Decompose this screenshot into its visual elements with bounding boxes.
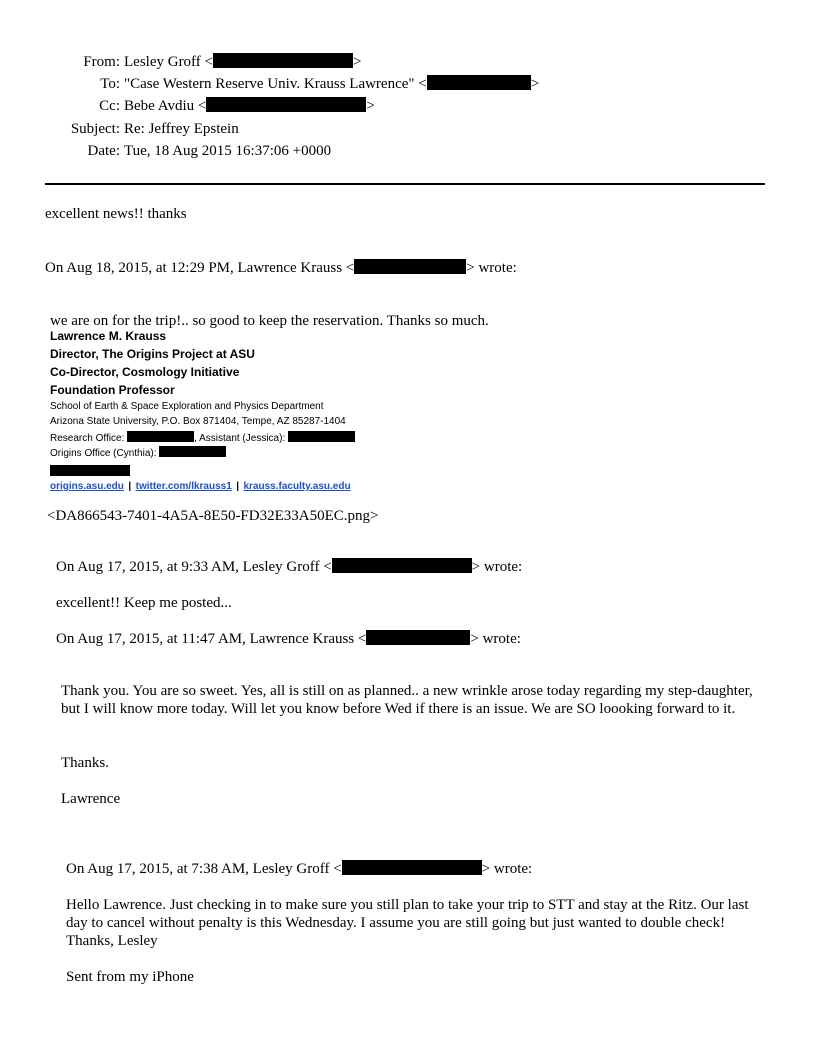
redaction-block xyxy=(332,558,472,573)
reply-text: excellent news!! thanks xyxy=(45,206,187,222)
from-value: Lesley Groff < xyxy=(124,54,213,70)
subject-label: Subject: xyxy=(70,121,120,137)
to-label: To: xyxy=(100,76,120,92)
redaction-block xyxy=(213,53,353,68)
signature-name: Lawrence M. Krauss xyxy=(50,329,167,343)
quote4-para1: Hello Lawrence. Just checking in to make sure you still plan to take your trip to STT and stay at the Ritz. Our last day to cancel without penalty is this Wednesday. I assume you are still going but just wanted to double check! Thanks, Lesley xyxy=(66,897,749,949)
quote2-intro xyxy=(56,558,522,576)
redaction-block xyxy=(342,860,482,875)
quote3-intro-text: On Aug 17, 2015, at 11:47 AM, Lawrence Krauss < xyxy=(56,631,367,647)
subject-value: Re: Jeffrey Epstein xyxy=(124,121,239,137)
research-label: Research Office: xyxy=(50,433,128,444)
attachment-name: <DA866543-7401-4A5A-8E50-FD32E33A50EC.png> xyxy=(47,508,379,524)
header-divider xyxy=(45,183,765,185)
signature-research-row xyxy=(50,431,355,445)
quote4-sent: Sent from my iPhone xyxy=(66,969,194,985)
redaction-block xyxy=(288,431,355,442)
origins-label: Origins Office (Cynthia): xyxy=(50,448,160,459)
to-end: > xyxy=(530,76,540,92)
link-separator: | xyxy=(236,481,240,492)
signature-origins-row xyxy=(50,446,226,460)
redaction-block xyxy=(427,75,531,90)
quote4-intro xyxy=(66,860,532,878)
quote4-intro-end: > wrote: xyxy=(481,861,533,877)
signature-title2: Co-Director, Cosmology Initiative xyxy=(50,365,240,379)
from-label: From: xyxy=(83,54,120,70)
link-separator: | xyxy=(128,481,132,492)
quote3-name: Lawrence xyxy=(61,791,121,807)
signature-address: Arizona State University, P.O. Box 871404, Tempe, AZ 85287-1404 xyxy=(50,416,346,427)
redaction-block xyxy=(206,97,366,112)
redaction-block xyxy=(50,465,130,476)
quote3-para1: Thank you. You are so sweet. Yes, all is still on as planned.. a new wrinkle arose today regarding my step-daughter, but I will know more today. Will let you know before Wed if there is an issue. We are SO loooking forward to it. xyxy=(61,683,753,717)
quote1-text: we are on for the trip!.. so good to keep the reservation. Thanks so much. xyxy=(50,313,489,329)
from-end: > xyxy=(353,54,362,70)
assistant-label: , Assistant (Jessica): xyxy=(194,433,288,444)
quote3-thanks: Thanks. xyxy=(61,755,109,771)
redaction-block xyxy=(354,259,466,274)
quote4-intro-text: On Aug 17, 2015, at 7:38 AM, Lesley Groff < xyxy=(66,861,342,877)
quote1-intro-end: > wrote: xyxy=(466,260,517,276)
cc-end: > xyxy=(366,98,375,114)
date-label: Date: xyxy=(87,143,120,159)
quote2-intro-end: > wrote: xyxy=(471,559,523,575)
quote1-intro xyxy=(45,259,517,277)
link-faculty[interactable]: krauss.faculty.asu.edu xyxy=(243,481,351,492)
signature-links xyxy=(50,476,351,494)
date-value: Tue, 18 Aug 2015 16:37:06 +0000 xyxy=(124,143,332,159)
cc-value: Bebe Avdiu < xyxy=(124,98,207,114)
quote2-text: excellent!! Keep me posted... xyxy=(56,595,232,611)
quote3-intro xyxy=(56,630,521,648)
to-value: "Case Western Reserve Univ. Krauss Lawrence" < xyxy=(124,76,427,92)
link-twitter[interactable]: twitter.com/lkrauss1 xyxy=(135,481,232,492)
redaction-block xyxy=(366,630,470,645)
cc-label: Cc: xyxy=(99,98,120,114)
quote1-intro-text: On Aug 18, 2015, at 12:29 PM, Lawrence Krauss < xyxy=(45,260,355,276)
signature-title3: Foundation Professor xyxy=(50,383,175,397)
redaction-block xyxy=(127,431,194,442)
redaction-block xyxy=(159,446,226,457)
link-origins[interactable]: origins.asu.edu xyxy=(50,481,124,492)
quote3-intro-end: > wrote: xyxy=(470,631,521,647)
signature-dept: School of Earth & Space Exploration and Physics Department xyxy=(50,401,324,412)
signature-title1: Director, The Origins Project at ASU xyxy=(50,347,255,361)
quote2-intro-text: On Aug 17, 2015, at 9:33 AM, Lesley Groff < xyxy=(56,559,332,575)
